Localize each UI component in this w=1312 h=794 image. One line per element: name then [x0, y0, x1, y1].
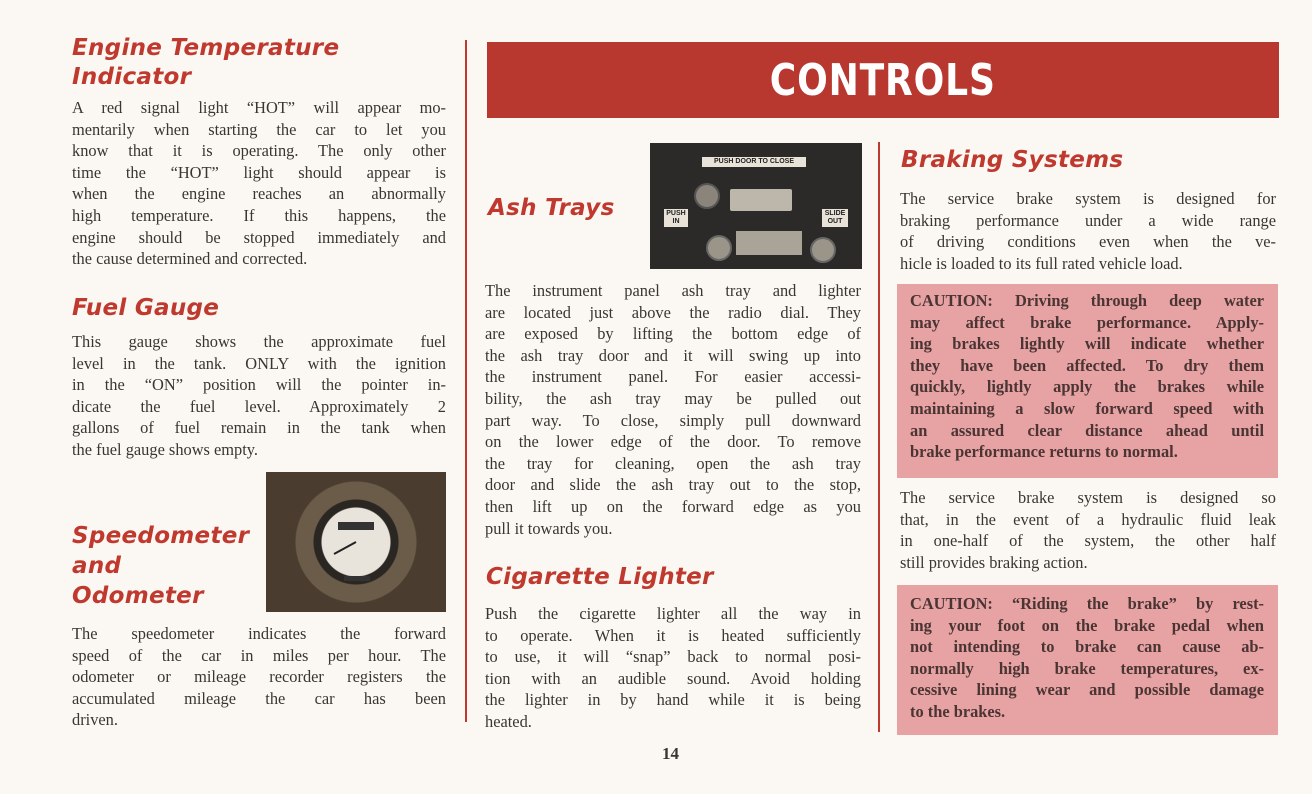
text-line: part way. To close, simply pull downward	[485, 410, 861, 430]
text-line: the ash tray door and it will swing up into	[485, 345, 861, 365]
text-line: still provides braking action.	[900, 552, 1088, 572]
text-line: hicle is loaded to its full rated vehicle load.	[900, 253, 1183, 273]
text-line: speed of the car in miles per hour. The	[72, 645, 446, 665]
text-line: odometer or mileage recorder registers the	[72, 667, 446, 687]
column-divider-right	[878, 142, 880, 732]
text-line: not intending to brake can cause ab-	[910, 637, 1264, 657]
radio-knob-right-icon	[810, 237, 836, 263]
text-line: Speedometer	[72, 523, 250, 549]
text-line: to operate. When it is heated sufficiently	[485, 625, 861, 645]
text-line: pull it towards you.	[485, 518, 613, 538]
text-line: when the engine reaches an abnormally	[72, 184, 446, 204]
text-line: to use, it will “snap” back to normal posi-	[485, 647, 861, 667]
text-line: Push the cigarette lighter all the way in	[485, 604, 861, 623]
engine-temperature-text	[72, 97, 446, 270]
text-line: the lighter in by hand while it is being	[485, 690, 861, 710]
fuel-gauge-text	[72, 331, 446, 461]
text-line: A red signal light “HOT” will appear mo-	[72, 98, 446, 117]
text-line: maintaining a slow forward speed with	[910, 398, 1264, 418]
radio-knob-left-icon	[706, 235, 732, 261]
text-line: brake performance returns to normal.	[910, 442, 1178, 462]
text-line: Cigarette Lighter	[486, 564, 714, 590]
heading-braking-systems	[901, 146, 1123, 175]
speedometer-dial-icon	[266, 472, 446, 612]
text-line: of driving conditions even when the ve-	[900, 232, 1276, 252]
text-line: This gauge shows the approximate fuel	[72, 332, 446, 351]
text-line: and	[72, 553, 122, 579]
text-line: Indicator	[72, 64, 192, 90]
text-line: bility, the ash tray may be pulled out	[485, 388, 861, 408]
ash-tray-photo	[650, 143, 862, 269]
text-line: in the “ON” position will the pointer in-	[72, 375, 446, 395]
text-line: door and slide the ash tray out to the stop,	[485, 475, 861, 495]
text-line: may affect brake performance. Apply-	[910, 312, 1264, 332]
text-line: CAUTION: Driving through deep water	[910, 291, 1264, 310]
text-line: the instrument panel. For easier accessi-	[485, 367, 861, 387]
text-line: Fuel Gauge	[72, 295, 220, 321]
braking-intro-text	[900, 188, 1276, 274]
caution-box-riding-brake	[897, 585, 1278, 735]
banner-title: CONTROLS	[770, 54, 996, 106]
photo-label-push-in: PUSH IN	[664, 209, 688, 227]
section-banner	[487, 42, 1279, 118]
text-line: the fuel gauge shows empty.	[72, 439, 259, 459]
text-line: ing your foot on the brake pedal when	[910, 615, 1264, 635]
text-line: The service brake system is designed for	[900, 189, 1276, 208]
text-line: heated.	[485, 711, 532, 731]
text-line: the cause determined and corrected.	[72, 249, 308, 269]
speedometer-text	[72, 623, 446, 731]
speedometer-photo	[266, 472, 446, 612]
braking-middle-text	[900, 487, 1276, 573]
heading-engine-temperature	[72, 34, 339, 92]
text-line: an assured clear distance ahead until	[910, 420, 1264, 440]
text-line: Braking Systems	[901, 147, 1124, 173]
cigarette-lighter-text	[485, 603, 861, 733]
caution-box-deep-water	[897, 284, 1278, 478]
text-line: The instrument panel ash tray and lighter	[485, 281, 861, 300]
heading-fuel-gauge	[72, 294, 219, 323]
caution-deep-water-text	[910, 290, 1264, 463]
text-line: level in the tank. ONLY with the ignition	[72, 353, 446, 373]
text-line: The service brake system is designed so	[900, 488, 1276, 507]
text-line: mentarily when starting the car to let you	[72, 119, 446, 139]
text-line: The speedometer indicates the forward	[72, 624, 446, 643]
text-line: braking performance under a wide range	[900, 210, 1276, 230]
text-line: cessive lining wear and possible damage	[910, 680, 1264, 700]
text-line: quickly, lightly apply the brakes while	[910, 377, 1264, 397]
text-line: engine should be stopped immediately and	[72, 227, 446, 247]
text-line: to the brakes.	[910, 701, 1006, 721]
radio-dial	[736, 231, 802, 255]
text-line: time the “HOT” light should appear is	[72, 162, 446, 182]
heading-ash-trays	[488, 194, 615, 223]
ash-tray-door	[730, 189, 792, 211]
text-line: gallons of fuel remain in the tank when	[72, 418, 446, 438]
text-line: in one-half of the system, the other half	[900, 531, 1276, 551]
text-line: dicate the fuel level. Approximately 2	[72, 396, 446, 416]
text-line: then lift up on the forward edge as you	[485, 496, 861, 516]
text-line: they have been affected. To dry them	[910, 355, 1264, 375]
column-divider-left	[465, 40, 467, 722]
photo-label-push-door: PUSH DOOR TO CLOSE	[702, 157, 806, 167]
page-number: 14	[662, 744, 679, 763]
lighter-knob-icon	[694, 183, 720, 209]
text-line: on the lower edge of the door. To remove	[485, 432, 861, 452]
text-line: know that it is operating. The only other	[72, 141, 446, 161]
text-line: accumulated mileage the car has been	[72, 688, 446, 708]
text-line: Odometer	[72, 583, 204, 609]
text-line: normally high brake temperatures, ex-	[910, 658, 1264, 678]
text-line: high temperature. If this happens, the	[72, 205, 446, 225]
text-line: are located just above the radio dial. They	[485, 302, 861, 322]
heading-cigarette-lighter	[486, 563, 714, 592]
text-line: Ash Trays	[488, 195, 615, 221]
text-line: that, in the event of a hydraulic fluid leak	[900, 509, 1276, 529]
text-line: are exposed by lifting the bottom edge of	[485, 324, 861, 344]
heading-speedometer-odometer	[72, 521, 249, 611]
text-line: ing brakes lightly will indicate whether	[910, 334, 1264, 354]
photo-label-slide-out: SLIDE OUT	[822, 209, 848, 227]
text-line: the tray for cleaning, open the ash tray	[485, 453, 861, 473]
ash-trays-text	[485, 280, 861, 539]
text-line: CAUTION: “Riding the brake” by rest-	[910, 594, 1264, 613]
text-line: Engine Temperature	[72, 35, 340, 61]
caution-riding-brake-text	[910, 593, 1264, 723]
text-line: driven.	[72, 710, 118, 730]
text-line: tion with an audible sound. Avoid holding	[485, 668, 861, 688]
